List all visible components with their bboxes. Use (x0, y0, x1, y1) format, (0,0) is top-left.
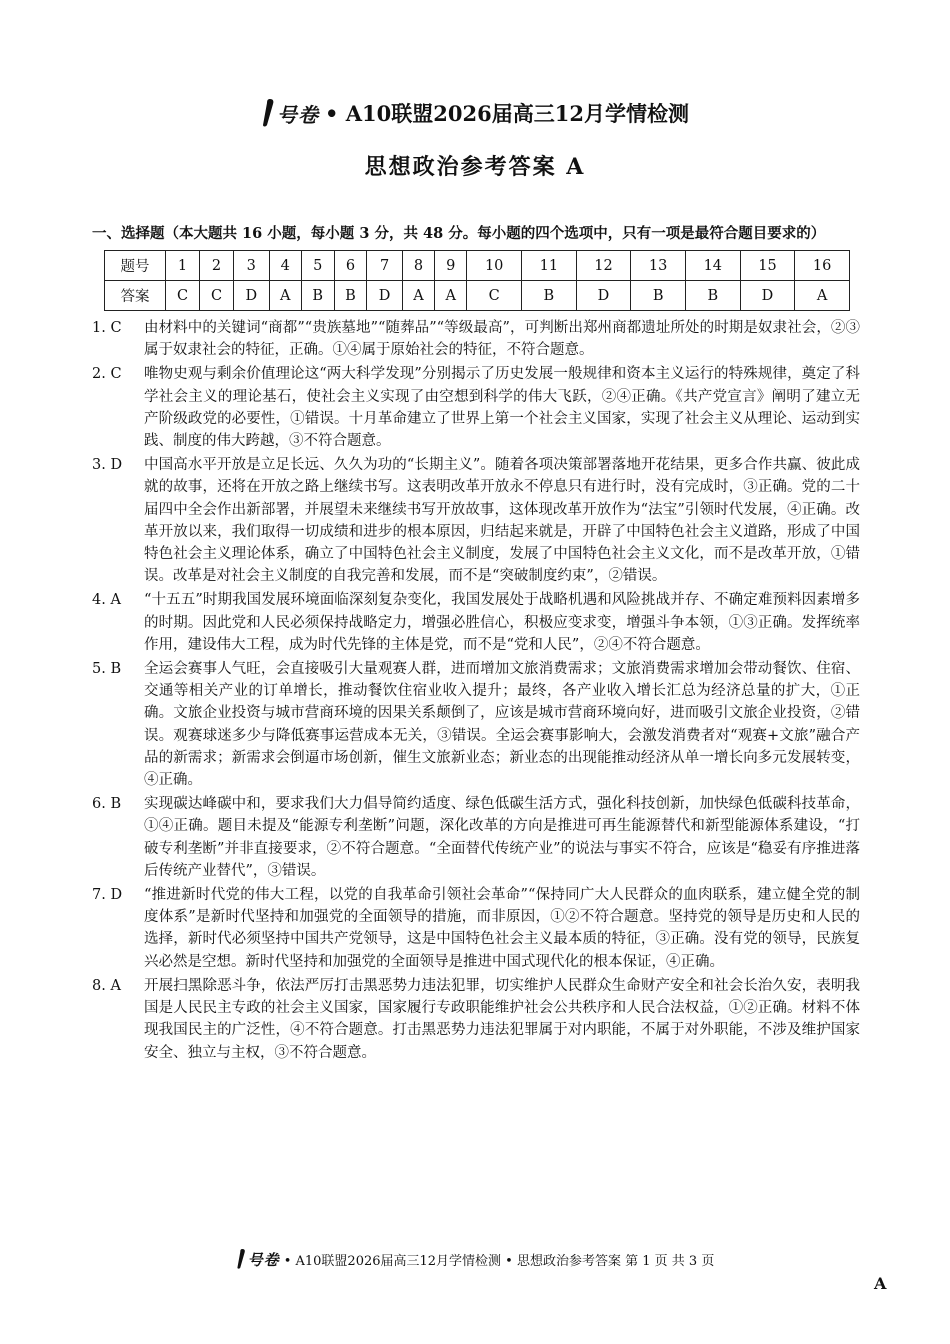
number-cell: 1 (166, 251, 200, 281)
answer-cell: D (234, 281, 270, 311)
answer-cell: B (631, 281, 686, 311)
explanation-item (92, 454, 860, 587)
brush-stroke-icon (261, 98, 275, 128)
item-text: 实现碳达峰碳中和，要求我们大力倡导简约适度、绿色低碳生活方式，强化科技创新，加快绿色低碳科技革命，①④正确。题目未提及“能源专利垄断”问题，深化改革的方向是推进可再生能源替代和新型能源体系建设，“打破专利垄断”并非直接要求，②不符合题意。“全面替代传统产业”的说法与事实不符合，应该是“稳妥有序推进落后传统产业替代”，③错误。 (144, 796, 860, 879)
answer-cell: C (467, 281, 522, 311)
row-label-answer: 答案 (105, 281, 166, 311)
explanation-item (92, 793, 860, 882)
answer-cell: A (435, 281, 467, 311)
version-mark: A (874, 1274, 887, 1293)
explanation-item (92, 589, 860, 656)
explanation-item (92, 363, 860, 452)
answer-cell: D (576, 281, 631, 311)
explanation-item (92, 975, 860, 1064)
page-footer (0, 1248, 950, 1270)
item-text: “十五五”时期我国发展环境面临深刻复杂变化，我国发展处于战略机遇和风险挑战并存、不确定难预料因素增多的时期。因此党和人民必须保持战略定力，增强必胜信心，积极应变求变，增强斗争本领，①③正确。发挥统率作用，建设伟大工程，成为时代先锋的主体是党，而不是“党和人民”，②④不符合题意。 (144, 592, 860, 653)
answer-cell: B (334, 281, 367, 311)
answer-cell: B (522, 281, 577, 311)
item-number: 8. A (92, 977, 121, 994)
answer-cell: B (685, 281, 740, 311)
question-number-row (105, 251, 850, 281)
number-cell: 15 (740, 251, 795, 281)
answer-cell: D (740, 281, 795, 311)
item-number: 3. D (92, 457, 123, 474)
number-cell: 6 (334, 251, 367, 281)
number-cell: 3 (234, 251, 270, 281)
item-text: 全运会赛事人气旺，会直接吸引大量观赛人群，进而增加文旅消费需求；文旅消费需求增加会带动餐饮、住宿、交通等相关产业的订单增长，推动餐饮住宿业收入提升；最终，各产业收入增长汇总为经济总量的扩大，①正确。文旅企业投资与城市营商环境的因果关系颠倒了，应该是城市营商环境向好，进而吸引文旅企业投资，②错误。观赛球迷多少与降低赛事运营成本无关，③错误。全运会赛事影响大，会激发消费者对“观赛+文旅”融合产品的新需求；新需求会倒逼市场创新，催生文旅新业态；新业态的出现能推动经济从单一增长向多元发展转变，④正确。 (144, 661, 860, 789)
row-label-number: 题号 (105, 251, 166, 281)
brand-logo (261, 98, 319, 128)
item-number: 7. D (92, 887, 123, 904)
title-row (0, 98, 950, 128)
brush-stroke-icon (236, 1248, 246, 1270)
logo-text: 号卷 (277, 102, 320, 127)
number-cell: 5 (301, 251, 334, 281)
explanation-list (92, 317, 860, 1066)
item-number: 4. A (92, 592, 121, 609)
answer-table (104, 250, 850, 311)
number-cell: 8 (402, 251, 434, 281)
answer-cell: C (200, 281, 234, 311)
item-number: 2. C (92, 366, 122, 383)
number-cell: 7 (367, 251, 403, 281)
item-number: 1. C (92, 320, 122, 336)
number-cell: 14 (685, 251, 740, 281)
footer-logo-text: 号卷 (247, 1250, 280, 1269)
item-number: 6. B (92, 796, 122, 813)
item-text: 开展扫黑除恶斗争，依法严厉打击黑恶势力违法犯罪，切实维护人民群众生命财产安全和社会长治久安，表明我国是人民民主专政的社会主义国家，国家履行专政职能维护社会公共秩序和人民合法权益，①②正确。材料不体现我国民主的广泛性，④不符合题意。打击黑恶势力违法犯罪属于对内职能，不属于对外职能，不涉及维护国家安全、独立与主权，③不符合题意。 (144, 977, 860, 1061)
item-text: 中国高水平开放是立足长远、久久为功的“长期主义”。随着各项决策部署落地开花结果，更多合作共赢、彼此成就的故事，还将在开放之路上继续书写。这表明改革开放永不停息只有进行时，没有完成时，③正确。党的二十届四中全会作出新部署，并展望未来继续书写开放故事，这体现改革开放作为“法宝”引领时代发展，④正确。改革开放以来，我们取得一切成绩和进步的根本原因，归结起来就是，开辟了中国特色社会主义道路，形成了中国特色社会主义理论体系，确立了中国特色社会主义制度，发展了中国特色社会主义文化，而不是改革开放，①错误。改革是对社会主义制度的自我完善和发展，而不是“突破制度约束”，②错误。 (144, 457, 860, 585)
answer-cell: A (402, 281, 434, 311)
number-cell: 2 (200, 251, 234, 281)
exam-title: • A10联盟2026届高三12月学情检测 (325, 101, 689, 126)
answer-cell: D (367, 281, 403, 311)
explanation-item (92, 884, 860, 973)
answer-row (105, 281, 850, 311)
explanation-item (92, 658, 860, 791)
number-cell: 12 (576, 251, 631, 281)
item-text: “推进新时代党的伟大工程，以党的自我革命引领社会革命”“保持同广大人民群众的血肉联系，建立健全党的制度体系”是新时代坚持和加强党的全面领导的措施，而非原因，①②不符合题意。坚持党的领导是历史和人民的选择，新时代必须坚持中国共产党领导，这是中国特色社会主义最本质的特征，③正确。没有党的领导，民族复兴必然是空想。新时代坚持和加强党的全面领导是推进中国式现代化的根本保证，④正确。 (144, 887, 860, 970)
page-header (0, 98, 950, 181)
number-cell: 4 (269, 251, 301, 281)
number-cell: 13 (631, 251, 686, 281)
explanation-item (92, 317, 860, 361)
item-text: 由材料中的关键词“商都”“贵族墓地”“随葬品”“等级最高”，可判断出郑州商都遗址所处的时期是奴隶社会，②③属于奴隶社会的特征，正确。①④属于原始社会的特征，不符合题意。 (144, 320, 860, 359)
answer-cell: B (301, 281, 334, 311)
answer-cell: A (795, 281, 850, 311)
item-text: 唯物史观与剩余价值理论这“两大科学发现”分别揭示了历史发展一般规律和资本主义运行的特殊规律，奠定了科学社会主义的理论基石，使社会主义实现了由空想到科学的伟大飞跃，②④正确。《共产党宣言》阐明了建立无产阶级政党的必要性，①错误。十月革命建立了世界上第一个社会主义国家，实现了社会主义从理论、运动到实践、制度的伟大跨越，③不符合题意。 (144, 366, 860, 450)
answer-cell: A (269, 281, 301, 311)
answer-cell: C (166, 281, 200, 311)
number-cell: 9 (435, 251, 467, 281)
number-cell: 11 (522, 251, 577, 281)
section-heading: 一、选择题（本大题共 16 小题，每小题 3 分，共 48 分。每小题的四个选项中，只有一项是最符合题目要求的） (92, 225, 826, 242)
number-cell: 16 (795, 251, 850, 281)
footer-text: • A10联盟2026届高三12月学情检测 • 思想政治参考答案 第 1 页 共 3 页 (283, 1253, 715, 1269)
item-number: 5. B (92, 661, 122, 678)
document-subtitle: 思想政治参考答案 A (364, 154, 586, 180)
number-cell: 10 (467, 251, 522, 281)
footer-logo (236, 1248, 280, 1270)
